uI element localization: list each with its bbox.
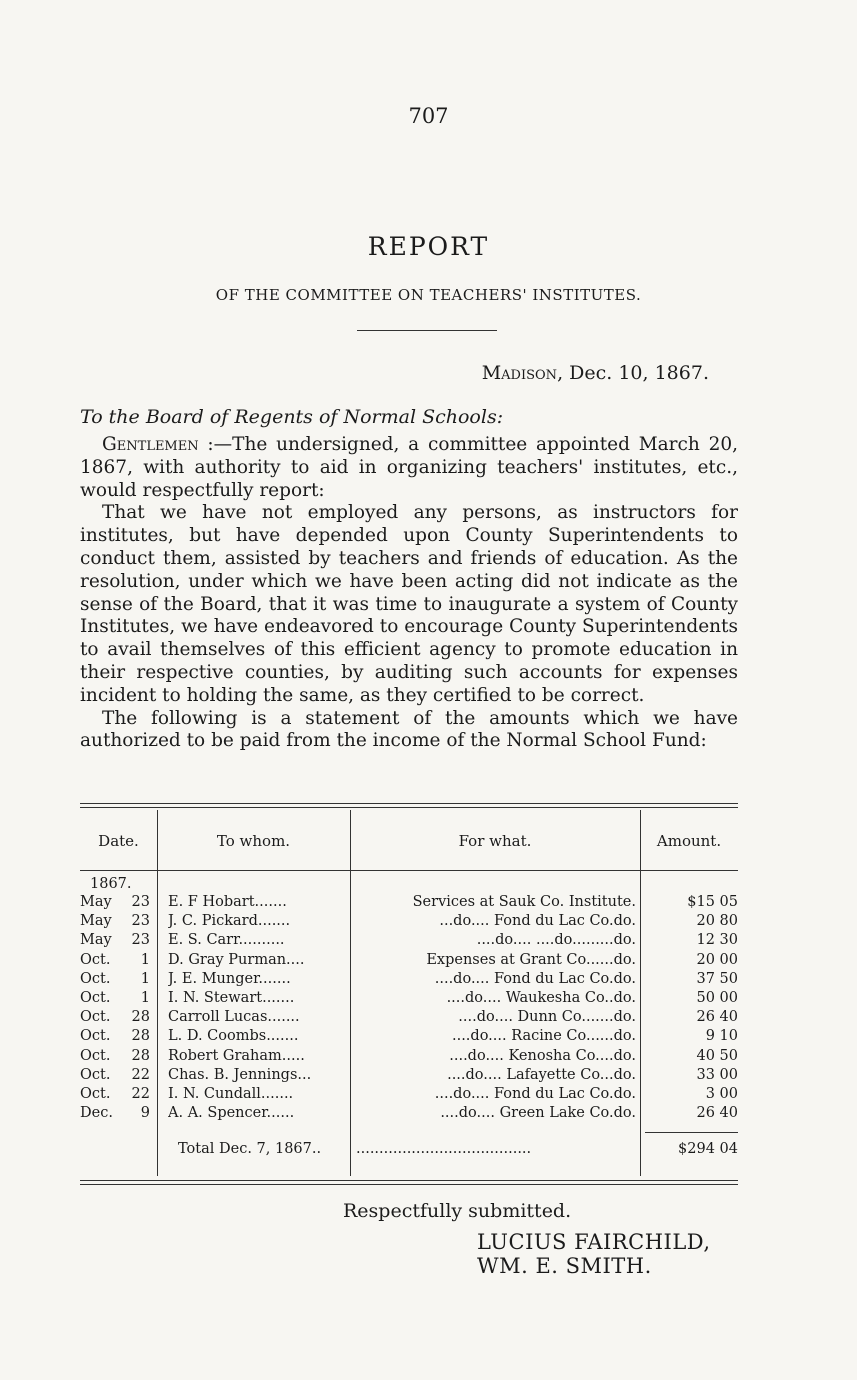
row-for-what: Services at Sauk Co. Institute. <box>412 894 636 910</box>
row-amount: 12 30 <box>696 932 738 949</box>
row-to-whom: Robert Graham..... <box>168 1047 305 1064</box>
row-to-whom: A. A. Spencer...... <box>168 1105 295 1122</box>
row-day: 1 <box>140 970 150 987</box>
dateline <box>482 362 709 384</box>
table-row <box>0 1086 857 1106</box>
row-amount: 20 80 <box>696 913 738 930</box>
row-month: Oct. <box>80 1086 111 1102</box>
paragraph-3: The following is a statement of the amounts which we have authorized to be paid from the income of the Normal School Fund: <box>80 707 738 752</box>
row-to-whom: E. S. Carr.......... <box>168 932 285 949</box>
row-for-what: ....do.... Dunn Co.......do. <box>458 1009 636 1026</box>
row-day: 9 <box>140 1105 150 1122</box>
total-label: Total Dec. 7, 1867.. <box>178 1141 322 1157</box>
row-month: Oct. <box>80 951 111 968</box>
row-for-what: ....do.... Green Lake Co.do. <box>440 1105 636 1122</box>
row-to-whom: D. Gray Purman.... <box>168 951 305 968</box>
report-subtitle: OF THE COMMITTEE ON TEACHERS' INSTITUTES. <box>215 286 642 304</box>
row-month: Oct. <box>80 990 111 1006</box>
table-row <box>0 913 857 933</box>
table-row <box>0 990 857 1010</box>
signature-1: LUCIUS FAIRCHILD, <box>477 1230 711 1254</box>
table-top-rule-2 <box>80 807 738 808</box>
row-day: 28 <box>131 1028 150 1045</box>
row-month: May <box>80 932 112 949</box>
row-month: Oct. <box>80 1028 111 1045</box>
row-for-what: ....do.... Waukesha Co..do. <box>446 990 636 1006</box>
table-row <box>0 1067 857 1087</box>
row-day: 1 <box>140 951 150 968</box>
row-month: May <box>80 913 112 930</box>
table-row <box>0 1048 857 1068</box>
row-month: May <box>80 894 112 910</box>
row-month: Oct. <box>80 970 111 987</box>
header-for-what: For what. <box>458 832 532 850</box>
table-row <box>0 971 857 991</box>
dateline-place: Madison <box>481 362 558 384</box>
row-for-what: ...do.... Fond du Lac Co.do. <box>439 913 636 930</box>
row-day: 23 <box>131 913 150 930</box>
row-amount: 40 50 <box>696 1047 738 1064</box>
paragraph-2: That we have not employed any persons, as instructors for institutes, but have depended upon County Superintendents to conduct them, assisted by teachers and friends of education. As the resolution, under which we have been acting did not indicate as the sense of the Board, that it was time to inaugurate a system of County Institutes, we have endeavored to encourage County Superintendents to avail themselves of this efficient agency to promote education in their respective counties, by auditing such accounts for expenses incident to holding the same, as they certified to be correct. <box>80 502 738 706</box>
signoff: Respectfully submitted. <box>343 1200 572 1222</box>
row-to-whom: Chas. B. Jennings... <box>168 1066 312 1083</box>
row-amount: 20 00 <box>696 951 738 968</box>
row-for-what: ....do.... ....do.........do. <box>476 932 636 949</box>
table-row <box>0 932 857 952</box>
total-amount: $294 04 <box>678 1141 738 1157</box>
row-day: 23 <box>131 932 150 949</box>
row-amount: 37 50 <box>696 970 738 987</box>
row-amount: 33 00 <box>696 1066 738 1083</box>
row-for-what: Expenses at Grant Co......do. <box>426 951 636 968</box>
row-for-what: ....do.... Racine Co......do. <box>451 1028 636 1045</box>
table-top-rule <box>80 803 738 804</box>
table-bottom-rule <box>80 1180 738 1181</box>
row-for-what: ....do.... Kenosha Co....do. <box>449 1047 636 1064</box>
row-to-whom: J. E. Munger....... <box>168 970 291 987</box>
row-day: 28 <box>131 1047 150 1064</box>
header-date: Date. <box>98 832 139 850</box>
row-month: Dec. <box>80 1105 113 1122</box>
row-for-what: ....do.... Lafayette Co...do. <box>447 1066 636 1083</box>
row-amount: 3 00 <box>705 1086 738 1102</box>
salutation: Gentlemen <box>102 434 199 455</box>
total-leader: ...................................... <box>356 1141 532 1157</box>
row-to-whom: L. D. Coombs....... <box>168 1028 299 1045</box>
title-divider <box>357 330 497 331</box>
row-amount: 9 10 <box>705 1028 738 1045</box>
page-number: 707 <box>408 104 449 128</box>
report-title: REPORT <box>367 232 490 261</box>
paragraph-1-text: :—The undersigned, a committee appointed March 20, 1867, with authority to aid in organizing teachers' institutes, etc., would respectfully report: <box>80 434 738 501</box>
header-amount: Amount. <box>656 832 722 850</box>
row-to-whom: I. N. Stewart....... <box>168 990 295 1006</box>
address-line: To the Board of Regents of Normal Schools: <box>80 406 504 428</box>
table-bottom-rule-2 <box>80 1184 738 1185</box>
row-day: 22 <box>131 1066 150 1083</box>
paragraph-1 <box>80 434 738 502</box>
row-month: Oct. <box>80 1009 111 1026</box>
report-body <box>80 434 738 753</box>
table-row <box>0 1028 857 1048</box>
row-day: 23 <box>131 894 150 910</box>
table-row <box>0 952 857 972</box>
row-to-whom: Carroll Lucas....... <box>168 1009 300 1026</box>
row-month: Oct. <box>80 1047 111 1064</box>
row-to-whom: I. N. Cundall....... <box>168 1086 294 1102</box>
row-to-whom: J. C. Pickard....... <box>168 913 291 930</box>
row-amount: 26 40 <box>696 1105 738 1122</box>
row-month: Oct. <box>80 1066 111 1083</box>
signature-2: WM. E. SMITH. <box>477 1254 652 1278</box>
row-amount: $15 05 <box>687 894 738 910</box>
row-amount: 26 40 <box>696 1009 738 1026</box>
header-to-whom: To whom. <box>216 832 291 850</box>
row-to-whom: E. F Hobart....... <box>168 894 287 910</box>
table-row <box>0 1105 857 1125</box>
row-day: 22 <box>131 1086 150 1102</box>
year-label: 1867. <box>90 876 132 892</box>
row-for-what: ....do.... Fond du Lac Co.do. <box>434 970 636 987</box>
row-amount: 50 00 <box>696 990 738 1006</box>
row-day: 1 <box>140 990 150 1006</box>
table-row <box>0 894 857 914</box>
row-for-what: ....do.... Fond du Lac Co.do. <box>434 1086 636 1102</box>
table-row <box>0 1009 857 1029</box>
dateline-date: , Dec. 10, 1867. <box>557 362 709 384</box>
total-rule <box>645 1132 738 1133</box>
row-day: 28 <box>131 1009 150 1026</box>
